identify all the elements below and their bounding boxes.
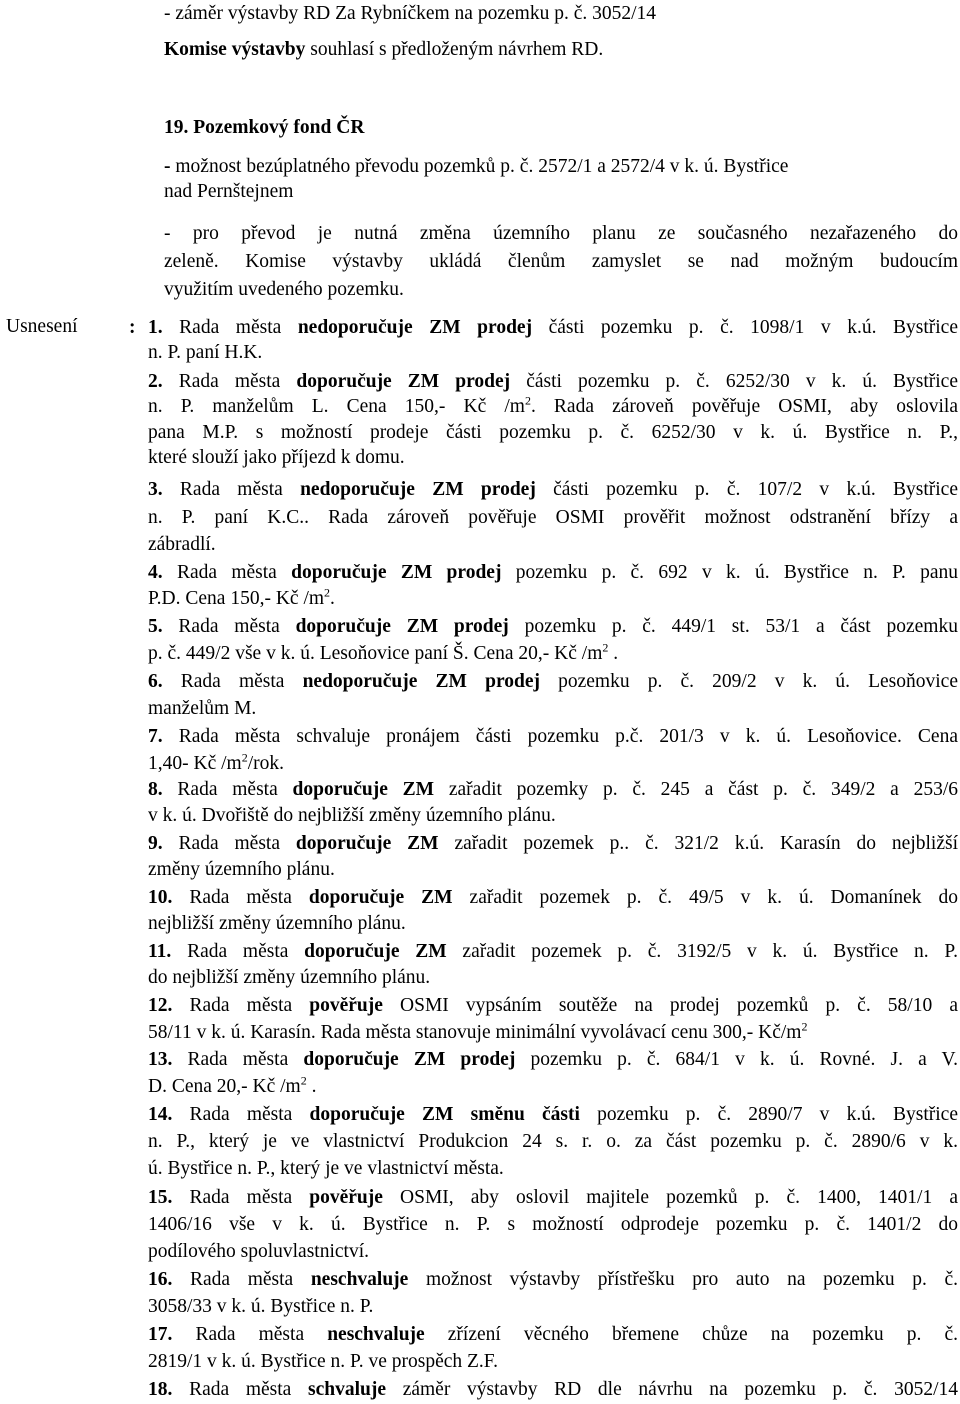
item-13-line-a: 13. Rada města doporučuje ZM prodej pozemku p. č. 684/1 v k. ú. Rovné. J. a V. [148, 1049, 958, 1070]
item-5-line-a: 5. Rada města doporučuje ZM prodej pozemku p. č. 449/1 st. 53/1 a část pozemku [148, 616, 958, 637]
item-6-line-a: 6. Rada města nedoporučuje ZM prodej pozemku p. č. 209/2 v k. ú. Lesoňovice [148, 671, 958, 692]
item-1-line-b: n. P. paní H.K. [148, 342, 263, 363]
section-19-p1a-text: možnost bezúplatného převodu pozemků p. č. 2572/1 a 2572/4 v k. ú. Bystřice [170, 156, 789, 177]
section-19-p1a: - možnost bezúplatného převodu pozemků p. č. 2572/1 a 2572/4 v k. ú. Bystřice [164, 156, 789, 177]
item-17-line-b: 2819/1 v k. ú. Bystřice n. P. ve prospěch Z.F. [148, 1351, 498, 1372]
item-12-line-a: 12. Rada města pověřuje OSMI vypsáním soutěže na prodej pozemků p. č. 58/10 a [148, 995, 958, 1016]
pre-line-1: - záměr výstavby RD Za Rybníčkem na pozemku p. č. 3052/14 [164, 3, 657, 24]
item-3-line-b: n. P. paní K.C.. Rada zároveň pověřuje OSMI prověřit možnost odstranění břízy a [148, 507, 958, 528]
item-8-line-b: v k. ú. Dvořiště do nejbližší změny územního plánu. [148, 805, 556, 826]
item-9-line-b: změny územního plánu. [148, 859, 335, 880]
item-16-line-b: 3058/33 v k. ú. Bystřice n. P. [148, 1296, 374, 1317]
resolution-colon: : [129, 317, 136, 338]
section-19-p2c: využitím uvedeného pozemku. [164, 279, 404, 300]
resolution-label: Usnesení [6, 316, 78, 337]
item-7-line-a: 7. Rada města schvaluje pronájem části pozemku p.č. 201/3 v k. ú. Lesoňovice. Cena [148, 726, 958, 747]
item-2-line-b: n. P. manželům L. Cena 150,- Kč $/m^2$. Rada zároveň pověřuje OSMI, aby oslovila [148, 393, 958, 417]
section-19-p2a: - pro převod je nutná změna územního planu ze současného nezařazeného do [164, 223, 958, 244]
superscript-2: 2 [524, 393, 531, 408]
item-14-line-b: n. P., který je ve vlastnictví Produkcion 24 s. r. o. za část pozemku p. č. 2890/6 v k. [148, 1131, 958, 1152]
section-19-p2b: zeleně. Komise výstavby ukládá členům zamyslet se nad možným budoucím [164, 251, 958, 272]
item-3-line-a: 3. Rada města nedoporučuje ZM prodej části pozemku p. č. 107/2 v k.ú. Bystřice [148, 479, 958, 500]
item-2-line-c: pana M.P. s možností prodeje části pozemku p. č. 6252/30 v k. ú. Bystřice n. P., [148, 422, 958, 443]
item-11-line-b: do nejbližší změny územního plánu. [148, 967, 431, 988]
item-6-line-b: manželům M. [148, 698, 257, 719]
section-19-p1b: nad Pernštejnem [164, 181, 294, 202]
item-2-line-b-tail: . Rada zároveň pověřuje OSMI, aby oslovila [530, 396, 958, 417]
item-2-line-d: které slouží jako příjezd k domu. [148, 447, 405, 468]
item-9-line-a: 9. Rada města doporučuje ZM zařadit pozemek p.. č. 321/2 k.ú. Karasín do nejbližší [148, 833, 958, 854]
item-5-line-b: p. č. 449/2 vše v k. ú. Lesoňovice paní Š. Cena 20,- Kč $/m^2$ . [148, 640, 619, 664]
item-13-line-b: D. Cena 20,- Kč $/m^2$ . [148, 1073, 317, 1097]
pre-line-2-tail: souhlasí s předloženým návrhem RD. [305, 39, 604, 60]
item-17-line-a: 17. Rada města neschvaluje zřízení věcného břemene chůze na pozemku p. č. [148, 1324, 958, 1345]
item-8-line-a: 8. Rada města doporučuje ZM zařadit pozemky p. č. 245 a část p. č. 349/2 a 253/6 [148, 779, 958, 800]
item-18-line-a: 18. Rada města schvaluje záměr výstavby RD dle návrhu na pozemku p. č. 3052/14 [148, 1379, 958, 1400]
item-2-line-a: 2. Rada města doporučuje ZM prodej části pozemku p. č. 6252/30 v k. ú. Bystřice [148, 371, 958, 392]
item-12-line-b: 58/11 v k. ú. Karasín. Rada města stanovuje minimální vyvolávací cenu 300,- $Kč/m^2$ [148, 1019, 808, 1043]
item-1-line-a: 1. Rada města nedoporučuje ZM prodej části pozemku p. č. 1098/1 v k.ú. Bystřice [148, 317, 958, 338]
item-4-line-b: P.D. Cena 150,- Kč $/m^2$. [148, 585, 335, 609]
item-4-line-a: 4. Rada města doporučuje ZM prodej pozemku p. č. 692 v k. ú. Bystřice n. P. panu [148, 562, 958, 583]
committee-label: Komise výstavby [164, 39, 306, 60]
item-15-line-c: podílového spoluvlastnictví. [148, 1241, 369, 1262]
item-10-line-a: 10. Rada města doporučuje ZM zařadit pozemek p. č. 49/5 v k. ú. Domanínek do [148, 887, 959, 908]
section-19-heading: 19. Pozemkový fond ČR [164, 117, 365, 138]
item-14-line-c: ú. Bystřice n. P., který je ve vlastnictví města. [148, 1158, 504, 1179]
item-10-line-b: nejbližší změny územního plánu. [148, 913, 406, 934]
item-15-line-b: 1406/16 vše v k. ú. Bystřice n. P. s možností odprodeje pozemku p. č. 1401/2 do [148, 1214, 958, 1235]
item-3-line-c: zábradlí. [148, 534, 216, 555]
item-7-line-b: 1,40- Kč $/m^2$/rok. [148, 750, 284, 774]
item-11-line-a: 11. Rada města doporučuje ZM zařadit pozemek p. č. 3192/5 v k. ú. Bystřice n. P. [148, 941, 958, 962]
item-14-line-a: 14. Rada města doporučuje ZM směnu části pozemku p. č. 2890/7 v k.ú. Bystřice [148, 1104, 958, 1125]
pre-line-2 [164, 38, 603, 62]
item-16-line-a: 16. Rada města neschvaluje možnost výstavby přístřešku pro auto na pozemku p. č. [148, 1269, 958, 1290]
item-15-line-a: 15. Rada města pověřuje OSMI, aby oslovil majitele pozemků p. č. 1400, 1401/1 a [148, 1187, 958, 1208]
